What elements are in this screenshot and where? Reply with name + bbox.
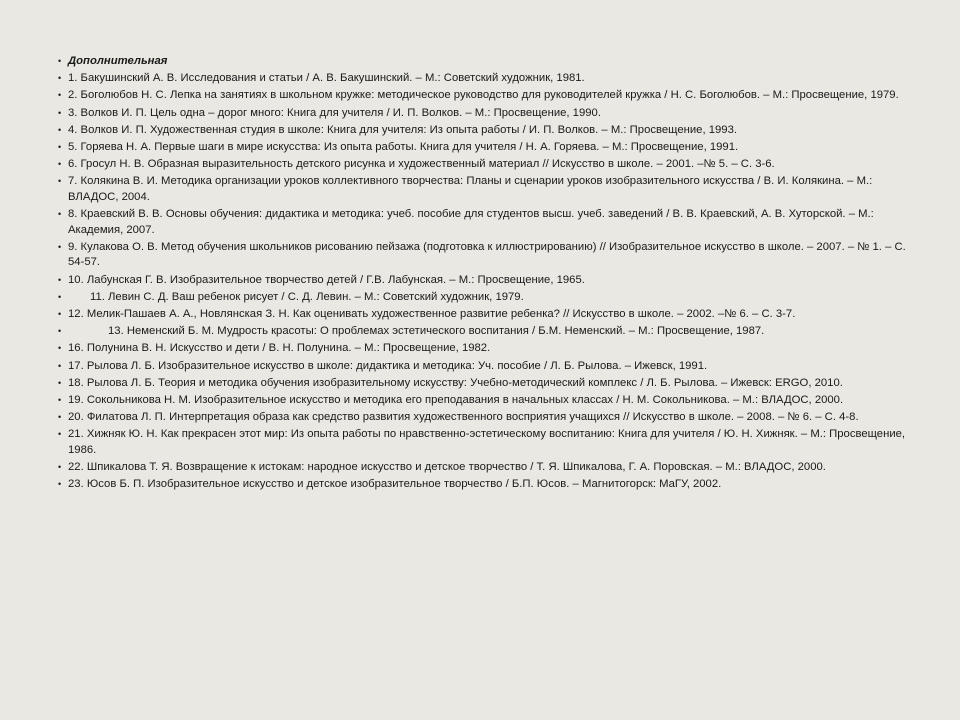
reference-text: 10. Лабунская Г. В. Изобразительное творчество детей / Г.В. Лабунская. – М.: Просвещение, 1965. — [68, 273, 585, 286]
bullet-icon: • — [58, 209, 62, 220]
bullet-icon: • — [58, 429, 62, 440]
reference-text: 5. Горяева Н. А. Первые шаги в мире искусства: Из опыта работы. Книга для учителя / Н. А. Горяева. – М.: Просвещение, 1991. — [68, 140, 739, 153]
reference-text: 18. Рылова Л. Б. Теория и методика обучения изобразительному искусству: Учебно-методический комплекс / Л. Б. Рылова. – Ижевск: ERGO, 2010. — [68, 376, 843, 389]
list-item — [58, 207, 908, 238]
list-item — [58, 324, 908, 340]
bullet-icon: • — [58, 394, 62, 405]
list-item — [58, 460, 908, 476]
list-item — [58, 410, 908, 426]
list-item — [58, 174, 908, 205]
reference-text: 7. Колякина В. И. Методика организации уроков коллективного творчества: Планы и сценарии уроков изобразительного искусства / В. И. Колякина. – М.: ВЛАДОС, 2004. — [68, 175, 873, 203]
reference-text: 16. Полунина В. Н. Искусство и дети / В. Н. Полунина. – М.: Просвещение, 1982. — [68, 342, 491, 355]
bullet-icon: • — [58, 462, 62, 473]
list-item — [58, 290, 908, 306]
reference-text: 4. Волков И. П. Художественная студия в школе: Книга для учителя: Из опыта работы / И. П. Волков. – М.: Просвещение, 1993. — [68, 123, 737, 136]
list-heading-item — [58, 54, 908, 70]
bullet-icon: • — [58, 73, 62, 84]
list-item — [58, 341, 908, 357]
list-item — [58, 359, 908, 375]
reference-text: 23. Юсов Б. П. Изобразительное искусство и детское изобразительное творчество / Б.П. Юсов. – Магнитогорск: МаГУ, 2002. — [68, 478, 722, 491]
list-item — [58, 140, 908, 156]
reference-text: 9. Кулакова О. В. Метод обучения школьников рисованию пейзажа (подготовка к иллюстрированию) // Изобразительное искусство в школе. – 2007. – № 1. – С. 54-57. — [68, 240, 906, 269]
list-item — [58, 393, 908, 409]
bullet-icon: • — [58, 309, 62, 320]
bullet-icon: • — [58, 479, 62, 490]
list-item — [58, 477, 908, 493]
list-item — [58, 240, 908, 271]
bullet-icon: • — [58, 241, 62, 252]
slide-content — [58, 54, 908, 495]
reference-text: 22. Шпикалова Т. Я. Возвращение к истокам: народное искусство и детское творчество / Т. Я. Шпикалова, Г. А. Поровская. – М.: ВЛАДОС, 2000. — [68, 461, 826, 474]
list-item — [58, 376, 908, 392]
bullet-icon: • — [58, 176, 62, 187]
bullet-icon: • — [58, 291, 62, 302]
reference-text: 1. Бакушинский А. В. Исследования и статьи / А. В. Бакушинский. – М.: Советский художник, 1981. — [68, 72, 585, 85]
bullet-icon: • — [58, 141, 62, 152]
list-item — [58, 307, 908, 323]
bullet-icon: • — [58, 377, 62, 388]
reference-text: 17. Рылова Л. Б. Изобразительное искусство в школе: дидактика и методика: Уч. пособие / Л. Б. Рылова. – Ижевск, 1991. — [68, 359, 708, 372]
bullet-icon: • — [58, 107, 62, 118]
list-item — [58, 273, 908, 289]
bullet-icon: • — [58, 360, 62, 371]
bibliography-list — [58, 54, 908, 493]
section-heading: Дополнительная — [68, 55, 168, 67]
list-item — [58, 427, 908, 458]
list-item — [58, 71, 908, 87]
list-item — [58, 88, 908, 104]
reference-text: 2. Боголюбов Н. С. Лепка на занятиях в школьном кружке: методическое руководство для руководителей кружка / Н. С. Боголюбов. – М.: Просвещение, 1979. — [68, 89, 899, 102]
bullet-icon: • — [58, 159, 62, 170]
reference-text: 3. Волков И. П. Цель одна – дорог много: Книга для учителя / И. П. Волков. – М.: Просвещение, 1990. — [68, 106, 601, 119]
reference-text: 20. Филатова Л. П. Интерпретация образа как средство развития художественного восприятия учащихся // Искусство в школе. – 2008. – № 6. – С. 4-8. — [68, 411, 859, 424]
reference-text: 8. Краевский В. В. Основы обучения: дидактика и методика: учеб. пособие для студентов высш. учеб. заведений / В. В. Краевский, А. В. Хуторской. – М.: Академия, 2007. — [68, 208, 874, 236]
reference-text: 21. Хижняк Ю. Н. Как прекрасен этот мир: Из опыта работы по нравственно-эстетическому воспитанию: Книга для учителя / Ю. Н. Хижняк. – М.: Просвещение, 1986. — [68, 428, 906, 456]
bullet-icon: • — [58, 412, 62, 423]
bullet-icon: • — [58, 90, 62, 101]
reference-text: 12. Мелик-Пашаев А. А., Новлянская З. Н. Как оценивать художественное развитие ребенка? // Искусство в школе. – 2002. –№ 6. – С. 3-7. — [68, 308, 796, 321]
reference-text: 11. Левин С. Д. Ваш ребенок рисует / С. Д. Левин. – М.: Советский художник, 1979. — [90, 290, 524, 303]
bullet-icon: • — [58, 124, 62, 135]
reference-text: 19. Сокольникова Н. М. Изобразительное искусство и методика его преподавания в начальных классах / Н. М. Сокольникова. – М.: ВЛАДОС, 2000. — [68, 393, 844, 406]
reference-text: 6. Гросул Н. В. Образная выразительность детского рисунка и художественный материал // Искусство в школе. – 2001. –№ 5. – С. 3-6. — [68, 158, 775, 171]
bullet-icon: • — [58, 274, 62, 285]
list-item — [58, 123, 908, 139]
bullet-icon: • — [58, 56, 62, 66]
list-item — [58, 106, 908, 122]
list-item — [58, 157, 908, 173]
reference-text: 13. Неменский Б. М. Мудрость красоты: О проблемах эстетического воспитания / Б.М. Неменский. – М.: Просвещение, 1987. — [108, 325, 765, 338]
bullet-icon: • — [58, 343, 62, 354]
bullet-icon: • — [58, 326, 62, 337]
